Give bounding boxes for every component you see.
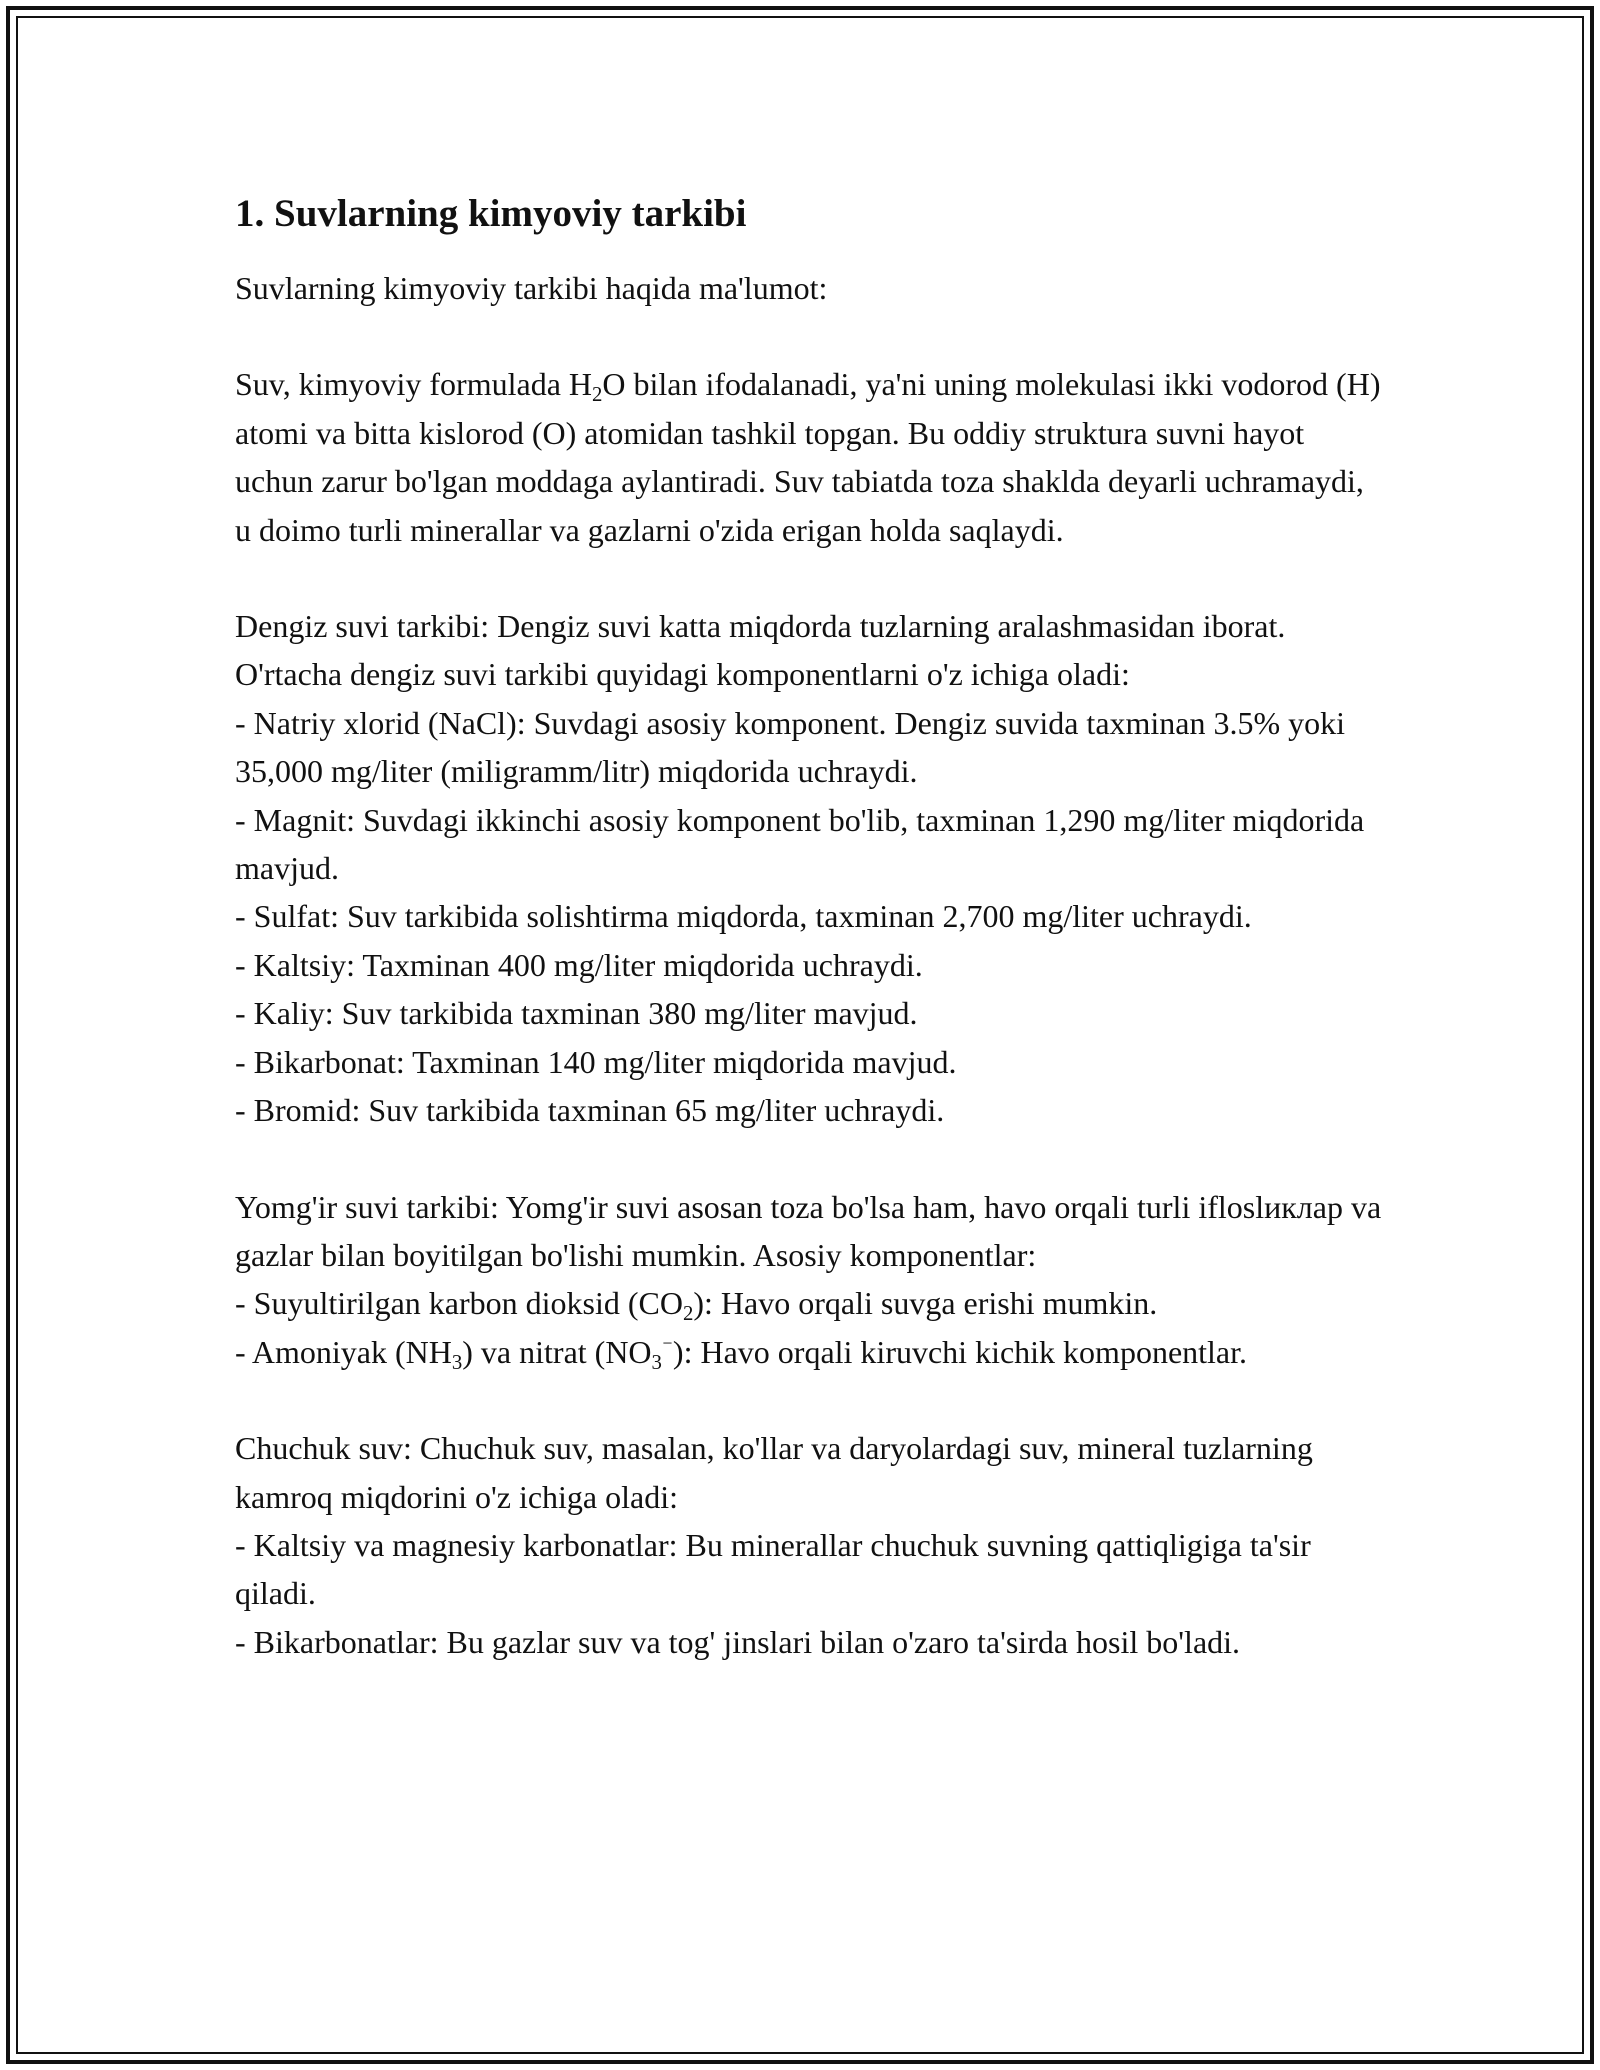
intro-text: Suvlarning kimyoviy tarkibi haqida ma'lumot: [235,270,828,306]
section-heading: 1. Suvlarning kimyoviy tarkibi [235,192,747,235]
co2-text-post: ): Havo orqali suvga erishi mumkin. [693,1285,1158,1322]
nh3-subscript: 3 [451,1350,463,1374]
rain-water-intro: Yomg'ir suvi tarkibi: Yomg'ir suvi asosan toza bo'lsa ham, havo orqali turli ifloslиклар va gazlar bilan boyitilgan bo'lishi mumkin. Asosiy komponentlar: [235,1188,1382,1273]
list-item: - Bikarbonatlar: Bu gazlar suv va tog' jinslari bilan o'zaro ta'sirda hosil bo'ladi. [235,1623,1241,1660]
nitrate-text: ) va nitrat (NO [462,1333,652,1370]
nitrate-subscript: 3 [651,1350,662,1374]
formula-text-pre: Suv, kimyoviy formulada H [235,366,592,403]
list-item: - Kaliy: Suv tarkibida taxminan 380 mg/liter mavjud. [235,995,918,1032]
list-item: - Natriy xlorid (NaCl): Suvdagi asosiy komponent. Dengiz suvida taxminan 3.5% yoki 35,000 mg/liter (miligramm/litr) miqdorida uchraydi. [235,704,1346,790]
formula-text-post: O bilan ifodalanadi, ya'ni uning molekulasi ikki vodorod (H) atomi va bitta kislorod (O) atomidan tashkil topgan. Bu oddiy struktura suvni hayot uchun zarur bo'lgan moddaga aylantiradi. Suv tabiatda toza shaklda deyarli uchramaydi, u doimo turli minerallar va gazlarni o'zida erigan holda saqlaydi. [235,366,1381,548]
sea-water-intro: Dengiz suvi tarkibi: Dengiz suvi katta miqdorda tuzlarning aralashmasidan iborat. O'rtacha dengiz suvi tarkibi quyidagi komponentlarni o'z ichiga oladi: [235,608,1286,693]
document-body [235,182,1385,1714]
formula-subscript: 2 [592,383,603,407]
rain-water-paragraph [235,1183,1385,1377]
list-item: - Magnit: Suvdagi ikkinchi asosiy komponent bo'lib, taxminan 1,290 mg/liter miqdorida mavjud. [235,801,1365,887]
list-item: - Sulfat: Suv tarkibida solishtirma miqdorda, taxminan 2,700 mg/liter uchraydi. [235,898,1252,935]
nitrate-charge: ⁻ [661,1335,673,1359]
list-item: - Bikarbonat: Taxminan 140 mg/liter miqdorida mavjud. [235,1043,957,1080]
fresh-water-intro: Chuchuk suv: Chuchuk suv, masalan, ko'llar va daryolardagi suv, mineral tuzlarning kamroq miqdorini o'z ichiga oladi: [235,1430,1313,1515]
fresh-water-paragraph [235,1424,1385,1666]
intro-paragraph [235,264,1385,312]
sea-water-paragraph [235,602,1385,1134]
nh3-text-post: ): Havo orqali kiruvchi kichik komponentlar. [672,1333,1248,1370]
nh3-text-pre: - Amoniyak (NH [235,1333,452,1370]
list-item-nh3 [235,1328,1385,1376]
list-item-co2 [235,1279,1385,1327]
list-item: - Kaltsiy: Taxminan 400 mg/liter miqdorida uchraydi. [235,946,923,983]
co2-text-pre: - Suyultirilgan karbon dioksid (CO [235,1285,683,1322]
list-item: - Bromid: Suv tarkibida taxminan 65 mg/liter uchraydi. [235,1092,945,1129]
formula-paragraph [235,360,1385,554]
list-item: - Kaltsiy va magnesiy karbonatlar: Bu minerallar chuchuk suvning qattiqligiga ta'sir qiladi. [235,1526,1311,1612]
co2-subscript: 2 [682,1302,694,1326]
